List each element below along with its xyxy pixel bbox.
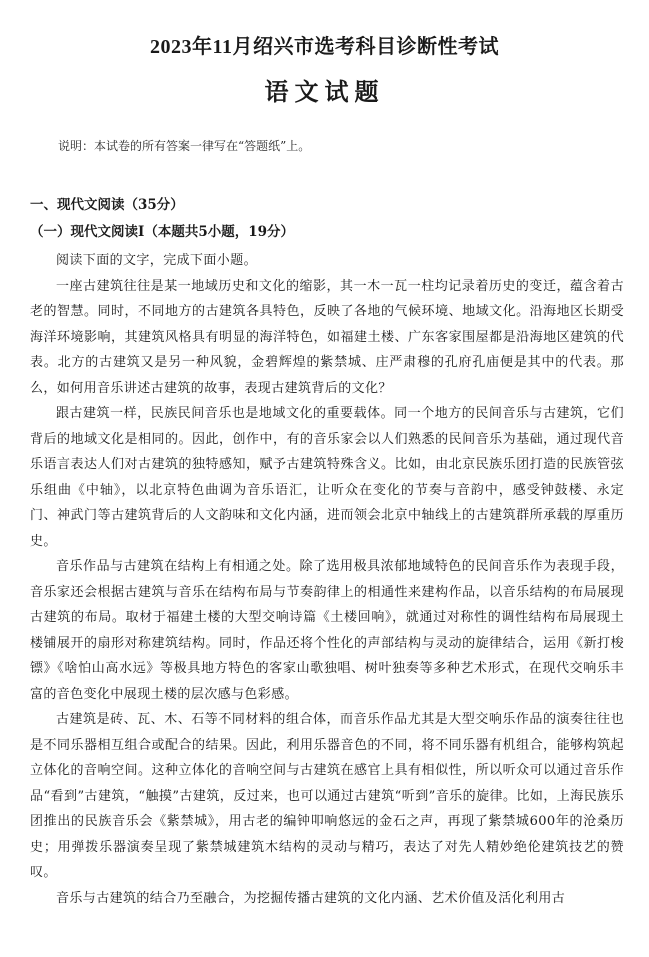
passage-paragraph: 音乐作品与古建筑在结构上有相通之处。除了选用极具浓郁地域特色的民间音乐作为表现手段，音乐家还会根据古建筑与音乐在结构布局与节奏韵律上的相通性来建构作品，以音乐结构的布局展现古建筑的布局。取材于福建土楼的大型交响诗篇《土楼回响》，就通过对称性的调性结构布局展现土楼铺展开的扇形对称建筑结构。同时，作品还将个性化的声部结构与灵动的旋律结合，运用《新打梭镖》《啥怕山高水远》等极具地方特色的客家山歌独唱、树叶独奏等多种艺术形式，在现代交响乐丰富的音色变化中展现土楼的层次感与色彩感。 (30, 559, 624, 702)
subsection-heading: （一）现代文阅读Ⅰ（本题共5小题，19分） (30, 224, 294, 240)
exam-note: 说明：本试卷的所有答案一律写在“答题纸”上。 (58, 139, 311, 153)
passage-instruction: 阅读下面的文字，完成下面小题。 (56, 253, 258, 268)
passage-paragraph: 音乐与古建筑的结合乃至融合，为挖掘传播古建筑的文化内涵、艺术价值及活化利用古 (56, 890, 566, 906)
passage-paragraph: 一座古建筑往往是某一地域历史和文化的缩影，其一木一瓦一柱均记录着历史的变迁，蕴含着古老的智慧。同时，不同地方的古建筑各具特色，反映了各地的气候环境、地域文化。沿海地区长期受海洋环境影响，其建筑风格具有明显的海洋特色，如福建土楼、广东客家围屋都是沿海地区建筑的代表。北方的古建筑又是另一种风貌，金碧辉煌的紫禁城、庄严肃穆的孔府孔庙便是其中的代表。那么，如何用音乐讲述古建筑的故事，表现古建筑背后的文化？ (30, 278, 624, 396)
passage-paragraph: 跟古建筑一样，民族民间音乐也是地域文化的重要载体。同一个地方的民间音乐与古建筑，它们背后的地域文化是相同的。因此，创作中，有的音乐家会以人们熟悉的民间音乐为基础，通过现代音乐语言表达人们对古建筑的独特感知，赋予古建筑特殊含义。比如，由北京民族乐团打造的民族管弦乐组曲《中轴》，以北京特色曲调为音乐语汇，让听众在变化的节奏与音韵中，感受钟鼓楼、永定门、神武门等古建筑背后的人文韵味和文化内涵，进而领会北京中轴线上的古建筑群所承载的厚重历史。 (30, 406, 624, 549)
section-heading: 一、现代文阅读（35分） (30, 197, 184, 213)
passage (30, 248, 624, 911)
exam-title: 2023年11月绍兴市选考科目诊断性考试 (150, 36, 499, 58)
subject-title: 语文试题 (264, 77, 385, 106)
passage-paragraph: 古建筑是砖、瓦、木、石等不同材料的组合体，而音乐作品尤其是大型交响乐作品的演奏往往也是不同乐器相互组合或配合的结果。因此，利用乐器音色的不同，将不同乐器有机组合，能够构筑起立体化的音响空间。这种立体化的音响空间与古建筑在感官上具有相似性，所以听众可以通过音乐作品“看到”古建筑，“触摸”古建筑，反过来，也可以通过古建筑“听到”音乐的旋律。比如，上海民族乐团推出的民族音乐会《紫禁城》，用古老的编钟叩响悠远的金石之声，再现了紫禁城600年的沧桑历史；用弹拨乐器演奏呈现了紫禁城建筑木结构的灵动与精巧，表达了对先人精妙绝伦建筑技艺的赞叹。 (30, 712, 624, 880)
